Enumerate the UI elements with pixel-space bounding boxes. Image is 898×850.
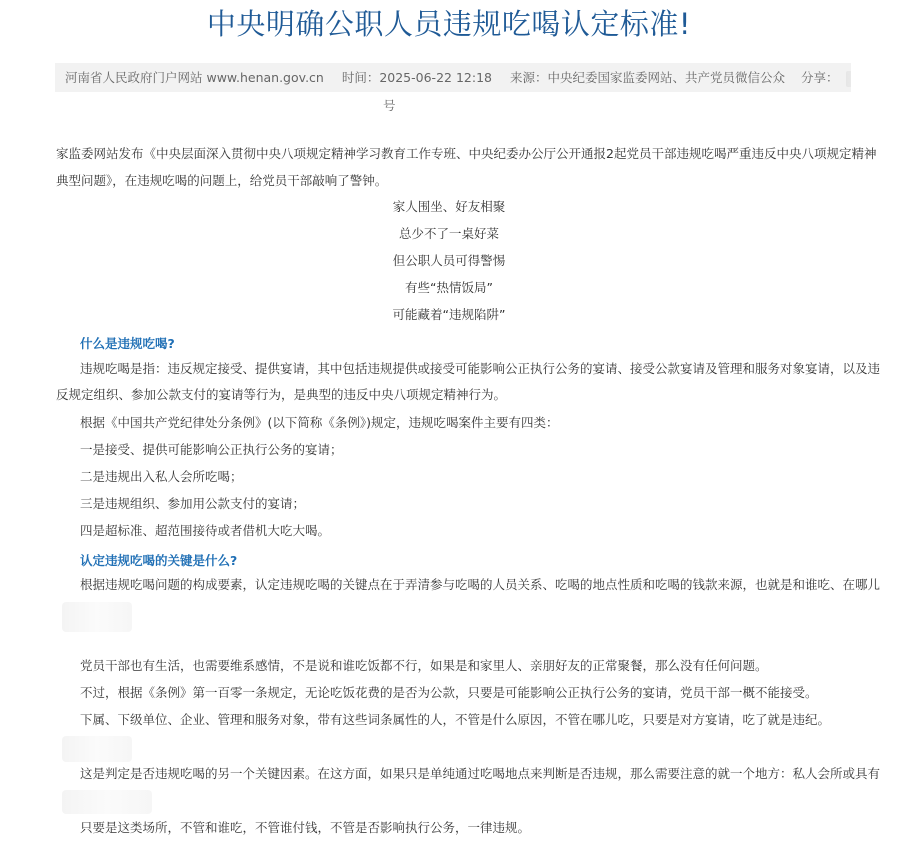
meta-source: 来源：中央纪委国家监委网站、共产党员微信公众 [509, 70, 785, 85]
article-title: 中央明确公职人员违规吃喝认定标准! [206, 7, 692, 41]
intro-line-2: 典型问题》，在违规吃喝的问题上，给党员干部敲响了警钟。 [56, 173, 388, 188]
blurred-region [62, 736, 132, 762]
meta-source-wrap: 号 [383, 98, 396, 113]
rule-intro: 根据《中国共产党纪律处分条例》(以下简称《条例》)规定，违规吃喝案件主要有四类： [80, 415, 559, 430]
poem-line: 可能藏着“违规陷阱” [392, 307, 506, 322]
poem-line: 家人围坐、好友相聚 [392, 199, 506, 214]
blurred-region [62, 602, 132, 632]
meta-site: 河南省人民政府门户网站 www.henan.gov.cn [65, 70, 324, 85]
heading-what-is: 什么是违规吃喝? [80, 336, 175, 351]
meta-share-label: 分享： [800, 70, 839, 85]
heading-key-points: 认定违规吃喝的关键是什么? [80, 553, 238, 568]
poem-line: 总少不了一桌好菜 [398, 226, 499, 241]
subordinate-line: 下属、下级单位、企业、管理和服务对象，带有这些词条属性的人，不管是什么原因，不管在哪儿吃，只要是对方宴请，吃了就是违纪。 [80, 712, 831, 727]
key-line: 根据违规吃喝问题的构成要素，认定违规吃喝的关键点在于弄清参与吃喝的人员关系、吃喝的地点性质和吃喝的钱款来源，也就是和谁吃、在哪儿 [80, 577, 881, 592]
blurred-region [62, 790, 152, 814]
place-line: 这是判定是否违规吃喝的另一个关键因素。在这方面，如果只是单纯通过吃喝地点来判断是否违规，那么需要注意的就一个地方：私人会所或具有 [80, 766, 881, 781]
share-icons[interactable] [846, 71, 851, 87]
type-item: 一是接受、提供可能影响公正执行公务的宴请； [80, 442, 343, 457]
poem-line: 但公职人员可得警惕 [392, 253, 506, 268]
club-line: 只要是这类场所，不管和谁吃，不管谁付钱，不管是否影响执行公务，一律违规。 [80, 820, 531, 835]
meta-time: 时间：2025-06-22 12:18 [341, 70, 492, 85]
intro-line-1: 家监委网站发布《中央层面深入贯彻中央八项规定精神学习教育工作专班、中央纪委办公厅公开通报2起党员干部违规吃喝严重违反中央八项规定精神 [56, 146, 877, 161]
type-item: 三是违规组织、参加用公款支付的宴请； [80, 496, 306, 511]
article-meta-bar [55, 63, 851, 92]
poem-line: 有些“热情饭局” [405, 280, 493, 295]
definition-line-2: 反规定组织、参加公款支付的宴请等行为，是典型的违反中央八项规定精神行为。 [56, 387, 507, 402]
type-item: 四是超标准、超范围接待或者借机大吃大喝。 [80, 523, 331, 538]
type-item: 二是违规出入私人会所吃喝； [80, 469, 243, 484]
definition-line-1: 违规吃喝是指：违反规定接受、提供宴请，其中包括违规提供或接受可能影响公正执行公务的宴请、接受公款宴请及管理和服务对象宴请，以及违 [80, 361, 881, 376]
however-line: 不过，根据《条例》第一百零一条规定，无论吃饭花费的是否为公款，只要是可能影响公正执行公务的宴请，党员干部一概不能接受。 [80, 685, 818, 700]
life-line: 党员干部也有生活，也需要维系感情，不是说和谁吃饭都不行，如果是和家里人、亲朋好友的正常聚餐，那么没有任何问题。 [80, 658, 768, 673]
